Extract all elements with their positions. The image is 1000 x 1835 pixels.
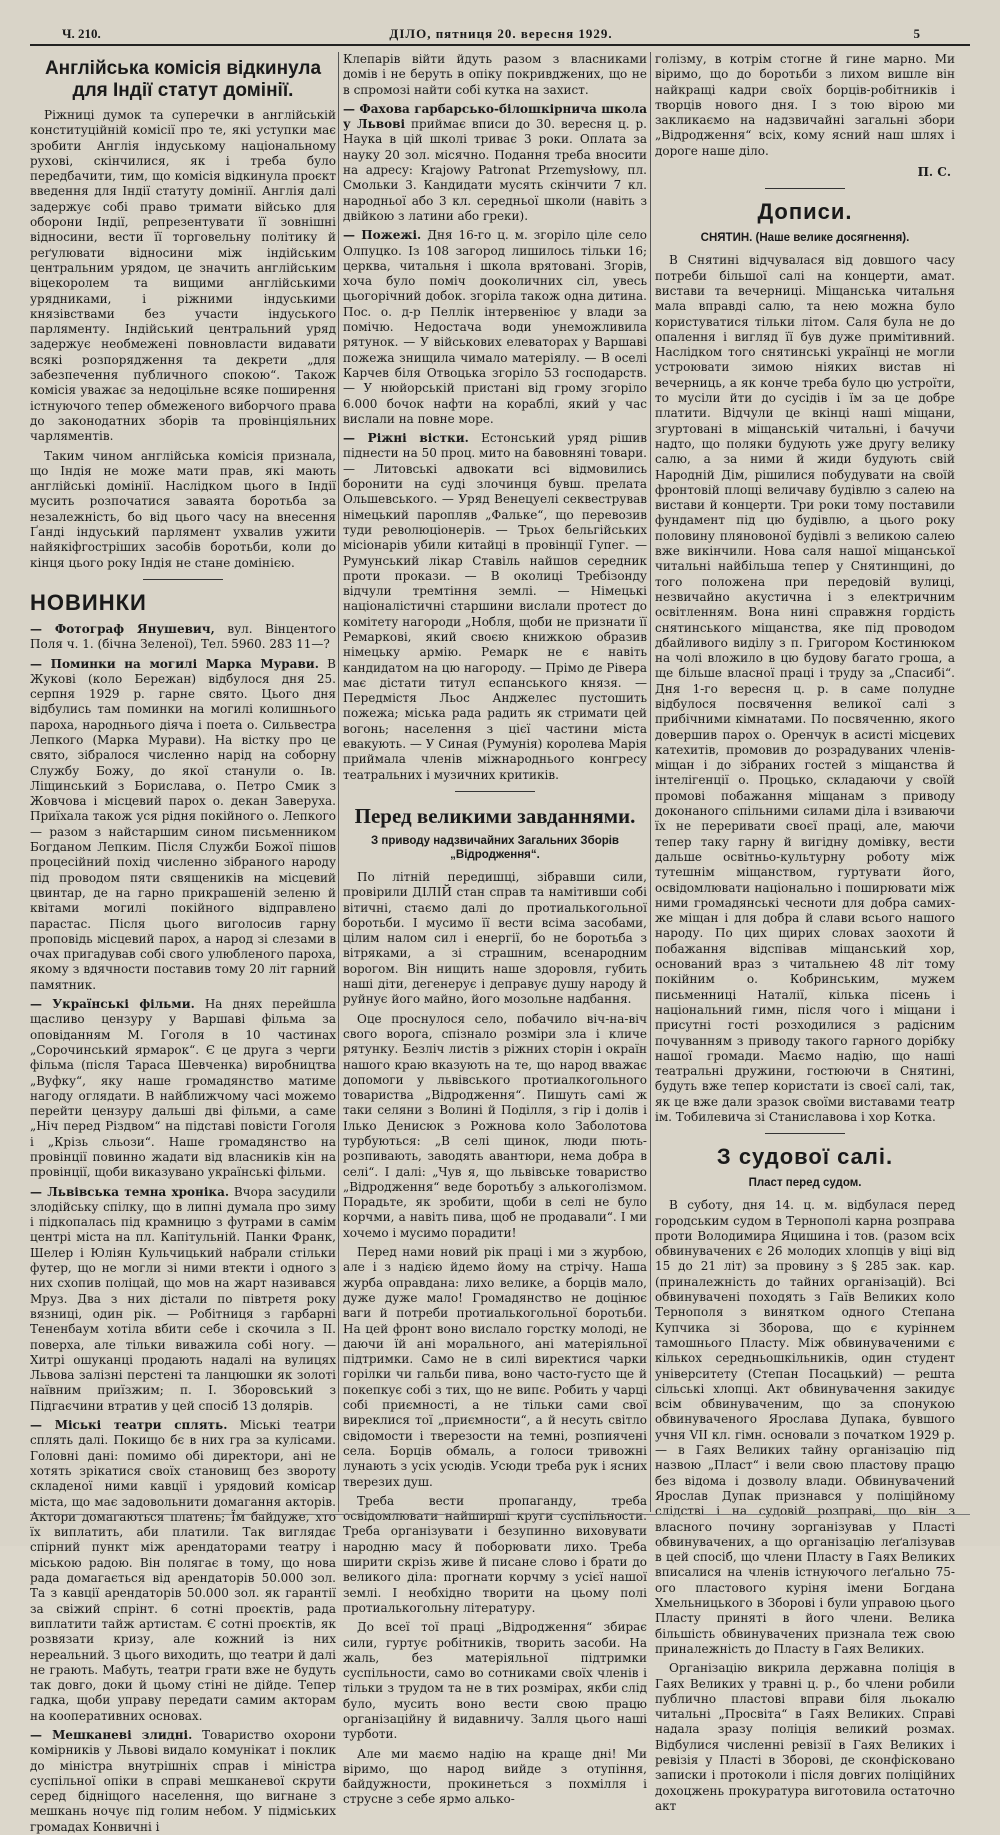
section-divider <box>143 579 223 580</box>
article-subtitle: СНЯТИН. (Наше велике досягнення). <box>700 232 910 245</box>
article-paragraph: В суботу, дня 14. ц. м. відбулася перед городським судом в Тернополі карна розправа проти Володимира Яцишина і тов. (разом всіх обвинувачених є 26 молодих хлопців у віці від 15 до 21 літ) за провину з § 285 зак. кар. (приналежність до тайних організацій). Всі обвинувачені походять з Гаїв Великих коло Тернополя з винятком одного Степана Купчика зі Зборова, що є куріннем тамошнього Пласту. Між обвинуваченими є кількох середньошкільників, один студент університету (Степан Посацький) — решта сільські хлопці. Акт обвинувачення закидує всім обвинуваченим, що за спонукою обвинуваченого Ярослава Дупака, бувшого учня VII кл. гімн. основали з початком 1929 р. — в Гаях Великих тайну організацію під назвою „Пласт“ і вели свою пластову працю без відома і дозволу влади. Обвинувачений Ярослав Дупак признався у поліційному слідстві і на судовій розправі, що він з власного почину зорганізував у Пласті обвинувачених, а що організацію леґалізував в цей спосіб, що члени Пласту в Гаях Великих вписалися на членів істнуючого леґально 75-ого пластового куріня імени Богдана Хмельницького в Зборові і були управою цього Пласту приняті в його члени. Велика більшість обвинувачених признала теж свою приналежність до Пласту в Гаях Великих. <box>655 1198 955 1656</box>
article-paragraph: Але ми маємо надію на краще дні! Ми віримо, що народ вийде з отупіння, байдужности, прокинеться з похмілля і струсне з себе ярмо алько- <box>343 1746 647 1807</box>
news-item-head: — Поминки на могилі Марка Мурави. <box>30 656 319 671</box>
news-item <box>343 431 647 783</box>
news-item <box>343 228 647 427</box>
article-title-tasks: Перед великими завданнями. <box>354 803 636 828</box>
news-item <box>30 657 336 994</box>
news-item-text: Товариство охорони комірників у Львові видало комунікат і поклик до міністра внутрішніх справ і міністра суспільної опіки в справі мешканевої скрути серед бідніщого населення, що вигнане з мешкань ночує під голим небом. У підміських громадах Конвичні і <box>30 1727 336 1834</box>
column-1 <box>30 52 336 1834</box>
section-divider <box>765 1133 845 1134</box>
news-item-head: — Мешканеві злидні. <box>30 1727 193 1742</box>
news-item <box>30 1418 336 1724</box>
section-divider <box>765 188 845 189</box>
author-signature: П. С. <box>917 165 951 180</box>
article-paragraph: Треба вести пропаганду, треба освідомлювати найширші круги суспільности. Треба організувати і безупинно виховувати народню масу й поборювати лихо. Треба ширити скрізь живе й писане слово і брати до великого діла: прогнати корчму з усієї нашої землі. І необхідно творити на цьому полі протиалькогольну літературу. <box>343 1493 647 1615</box>
news-item-head: — Українські фільми. <box>30 997 195 1012</box>
news-item-text: В Жукові (коло Бережан) відбулося дня 25. серпня 1929 р. гарне свято. Цього дня відбулись там поминки на могилі колишнього пароха, народнього діяча і поета о. Сильвестра Лепкого (Марка Мурави). На вістку про це свято, зібралося численно нарід на соборну Службу Божу, до якої станули о. Ів. Ліщинський з Борислава, о. Петро Смик з Жовчова і місцевий парох о. декан Заверуха. Приїхала також уся рідня покійного о. Лепкого — разом з найстаршим сином письменником Богданом Лепким. Після Служби Божої пішов процесійний похід численно зібраного народу під проводом пяти священиків на місцевий цвинтар, де на гарно прикрашеній зеленю й квітами могилі покійного відправлено парастас. Після цього виголосив гарну проповідь місцевий парох, а народ зі слезами в очах пригадував собі свого улюбленого пароха, якому з вдячности поставив тому 20 літ гарний памятник. <box>30 656 336 992</box>
column-2 <box>343 52 647 1807</box>
article-paragraph: Ріжниці думок та суперечки в англійській конституційній комісії про те, які уступки має зробити Англія індуському національному рухові, скінчилися, як і треба було передбачити, тим, що комісія відкинула проєкт введення для Індії статуту домінії. Англія далі задержує собі право тримати військо для оборони Індії, репрезентувати її зовнішні відносини, вести її торговельну політику й реґулювати відносини між індійським центральним урядом, це значить англійським віцекоролем та вищими англійськими урядниками, і ріжними індуськими князівствами без участи індуського парляменту. Індійський центральний уряд задержує необмежені повновласти видавати всякі розпорядження та декрети „для забезпечення публичного спокою“. Також комісія уважає за недоцільне всяке поширення істнуючого тепер обмеженого виборчого права до законодатних зборів та провінціяльних чарляментів. <box>30 108 336 444</box>
article-title-india: Англійська комісія відкинула для Індії статут домінії. <box>44 58 322 101</box>
section-divider <box>455 791 535 792</box>
news-item-head: — Львівська темна хроніка. <box>30 1184 230 1199</box>
news-item <box>30 1185 336 1414</box>
section-title-court: З судової салі. <box>716 1144 894 1170</box>
article-paragraph: Клепарів війти йдуть разом з власниками домів і не беруть в опіку покривджених, що не в спромозі найти собі кутка на захист. <box>343 52 647 97</box>
article-paragraph: Таким чином англійська комісія признала, що Індія не може мати прав, які мають англійські домінії. Наслідком цього в Індії мусить розпочатися заваята боротьба за незалежність, бо від цього часу на внесення Ґанді індуський парлямент ухвалив ужити найякіфгостріших засобів боротьби, коли до кінця цього року Індія не стане домінією. <box>30 448 336 570</box>
column-divider <box>338 52 339 1512</box>
column-divider <box>650 52 651 1512</box>
column-3 <box>655 52 955 1813</box>
news-item-text: На днях перейшла щасливо цензуру у Варшаві фільма за оповіданням М. Гоголя в 10 частинах „Сорочинський ярмарок“. Є це друга з черги фільма (після Тараса Шевченка) виробництва „Вуфку“, яку наше громадянство матиме нагоду оглядати. В найближчому часі можемо перейти цензуру дальші дві фільми, а саме „Ніч перед Різдвом“ на підставі повісти Гоголя і „Крізь сльози“. Наше громадянство на провінції повинно жадати від власників кін на провінції, щоби виказувано українські фільми. <box>30 997 336 1180</box>
news-item-text: вул. Вінцентого Поля ч. 1. (бічна Зеленої), Тел. 5960. 283 11—? <box>30 621 336 652</box>
article-paragraph: До всеї тої праці „Відродження“ збирає сили, гуртує робітників, творить засоби. На жаль, без матеріяльної підтримки суспільности, само во сотниками своїх членів і тільки з трудом та не в тих розмірах, якби слід було, мусить воно вести свою працю організаційну й видавничу. Залля цього наші турботи. <box>343 1620 647 1742</box>
section-title-correspondence: Дописи. <box>757 199 853 225</box>
news-item <box>343 102 647 224</box>
news-item-head: — Ріжні вістки. <box>343 431 469 446</box>
section-title-news: НОВИНКИ <box>30 589 147 615</box>
news-item-head: — Фотограф Янушевич, <box>30 621 215 636</box>
header-rule <box>30 44 970 46</box>
page-number: 5 <box>913 26 920 41</box>
news-item-head: — Міські театри сплять. <box>30 1418 228 1433</box>
news-item-head: — Пожежі. <box>343 228 422 243</box>
article-paragraph: Перед нами новий рік праці і ми з журбою, але і з надією йдемо йому на стрічу. Наша журба оправдана: лихо велике, а борців мало, дуже дуже мало! Громадянство не доцінює ваги й потреби протиалькогольної боротьби. На цей фронт воно вислало горстку молоді, не даючи їй ані морального, ані матеріяльної підтримки. Само не в силі виректися чарки горілки чи гальби пива, воно часто-густо ще й покепкує собі з тих, що не випє. Робить у чарці собі приємності, а не тільки сами свої виреклися тої „приємности“, а й несуть світло свідомости і тверезости на темні, розпиячені села. Борців обмаль, а голоси тривожні лунають з усіх усюдів. Усюди треба рук і ясних тверезих душ. <box>343 1245 647 1489</box>
news-item <box>30 997 336 1181</box>
news-item <box>30 1728 336 1835</box>
news-item-text: Дня 16-го ц. м. згоріло ціле село Олпуцко. Із 108 загород лишилось тільки 16; церква, читальня і школа врятовані. Згорів, хоча було поміч дооколичних сіл, увесь цьогорічний добок. згоріла також одна дитина. Пос. о. д-р Пеллік інтервеніює у влади за помічю. Недостача води унеможливила рятунок. — У військових елеваторах у Варшаві пожежа знищила чимало матеріялу. — В оселі Карчев біля Отвоцька згоріло 53 господарств. — У нюйорській пристані від грому згоріло 6.000 бочок нафти на кораблі, який у час вислали на повне море. <box>343 228 647 426</box>
news-item-head: — Фахова гарбарсько-білошкірнича школа у Львові <box>343 101 647 132</box>
news-item-text: Міські театри сплять далі. Покищо бє в них гра за кулісами. Головні дані: помимо обі директори, ані не хотять зрікатися своїх становищ без звороту складеної ними кавції і урядовий комісар міста, що має задовольнити домагання акторів. Актори домагаються платень; Їм байдуже, хто їх виплатить, аби платили. Так виглядає спірний пункт між арендаторами театру і міською радою. Він полягає в тому, що нова рада домагається від арендаторів 50.000 зол. Та з кавції арендаторів 50.000 зол. як гарантії за свіжий спрінт. 6 сотні проєктів, рада виплатити тайж артистам. Є сотні проєктів, як розвязати кризу, але кожний із них нереальний. З цього виходить, що театри й далі не грають. Мабуть, театри грати вже не будуть так довго, доки й цьому стіні не дійде. Тепер гадка, щоби управу передати самим акторам на кооперативних основах. <box>30 1418 336 1723</box>
article-subtitle: Пласт перед судом. <box>748 1177 862 1190</box>
issue-number: Ч. 210. <box>62 26 101 41</box>
article-paragraph: По літній передишці, зібравши сили, провірили ДІЛІЙ стан справ та намітивши собі вітичні, стаємо далі до протиалькогольної боротьби. І мусимо її вести всіма засобами, цілим налом сил і енергії, бо не боротьба з вітряками, а зі страшним, всенародним ворогом. Він нищить наше здоровля, губить наші діти, дегенерує і деправує душу народу й руйнує його майно, його мозольне надбання. <box>343 869 647 1007</box>
news-item-text: приймає вписи до 30. вересня ц. р. Наука в цій школі триває 3 роки. Оплата за науку 20 зол. місячно. Подання треба вносити на адресу: Krajowy Patronat Przemysłowy, пл. Смольки 3. Кандидати мусять скінчити 7 кл. народньої або 3 кл. середньої школи (навіть з двійкою з латини або греки). <box>343 117 647 223</box>
masthead: ДІЛО, пятниця 20. вересня 1929. <box>389 26 613 41</box>
article-paragraph: голізму, в котрім стогне й гине марно. Ми віримо, що до боротьби з лихом вишле він найкращі кадри своїх борців-робітників і творців нового дня. І з тою вірою ми закликаємо на надзвичайні загальні збори „Відродження“ всіх, кому ясний наш шлях і дороге наше діло. <box>655 52 955 158</box>
article-subtitle: З приводу надзвичайних Загальних Зборів „Відродження“. <box>370 834 620 861</box>
news-item-text: Естонський уряд рішив піднести на 50 проц. мито на бавовняні товари. — Литовські адвокати всі відмовились боронити на суді злочинця бувш. прелата Ольшевського. — Уряд Венецуелі секвестрував німецький паропляв „Фальке“, що перевозив туди революціонерів. — Трьох бельгійських місіонарів убили китайці в провінції Гупег. — Румунський лікар Ставіль найшов середник проти прокази. — В околиці Требізонду відчули тремтіння землі. — Німецькі націоналістичні старшини вислали протест до комітету нагороди „Нобля, щоби не признати її Ремаркові, який своєю книжкою образив німецьку армію. Ремарк не є навіть кандидатом на цю нагороду. — Прімо де Ріверa має дістати титул еспанського князя. — Передмістя Льос Анджелес пустошить пожежа; міська рада радить як стримати цей вогонь; населення з цієї частини міста евакують. — У Синая (Румунія) королева Марія приймала членів міжнароднього конгресу театральних і музичних критиків. <box>343 431 647 782</box>
page-bottom-rule <box>30 1514 970 1515</box>
news-item-text: Вчора засудили злодійську спілку, що в липні думала про зиму і підкопалась під крамницю з футрами в самім центрі міста на пл. Капітульній. Панки Франк, Шелер і Юліян Кульчицький набрали стільки футер, що не могли зі ними втекти і одного з них схопив поліцай, що мов на жарт називався Мруз. Два з них дістали по півтретя року вязниці, один рік. — Робітниця з гарбарні Тененбаум хотіла вбити себе і скочила з II. поверха, але тільки виважила собі ногу. — Хитрі ошуканці продають надалі на вулицях Львова залізні перстені та ланцюшки як золоті наївним приїзжим; п. І. Зборовський з Підгаєчини втратив у цей спосіб 13 долярів. <box>30 1184 336 1413</box>
article-paragraph: В Снятині відчувалася від довшого часу потреби більшої салі на концерти, амат. вистави та вечерниці. Міщанська читальня мала вправді салю, та нею можна було користуватися тільки літом. Саля була не до опалення і вигляд її був дуже примітивний. Наслідком того снятинські українці не могли устроювати зимою ніяких вистав ні вечерниць, а як конче треба було цю устроїти, то мусіли йти до сусідів і їм за це добре платити. Відчули це вкінці наші міщани, згуртовані в міщанській читальні, і бачучи надто, що поляки будують уже другу велику салю, а за ними й жиди будують свій Народній Дім, рішилися побудувати на своїй фронтовій площі величаву будівлю з салею на вистави й концерти. Три роки тому поставили фундамент під цю будівлю, а цього року половину пляновоної будівлі з великою салею вже викінчили. Нова саля нашої міщанської читальні найбільша тепер у Снятинщині, до того положена при передовій вулиці, незвичайно акустична і з електричним освітленням. Вона нині справжня гордість снятинського міщанства, яке під проводом дбайливого виділу з п. Григором Костинюком на чолі вложило в цю будову багато гроша, а ще більше власної праці і труду за „Спасибі“. Дня 1-го вересня ц. р. в саме полудне відбулося посвячення великої салі з прибічними кімнатами. По посвяченню, якого довершив парох о. Оренчук в асисті місцевих катехитів, промовив до розрадуваних членів-міщан і до зібраних гостей з міщанства й інтелігенції о. Процько, складаючи у своїй промові побажання міщанам з приводу доконаного спільними силами діла і взиваючи їх не переривати своєї праці, але, маючи тепер таку гарну й вигідну домівку, вести дальше освітньо-культурну роботу між тутешнім міщанством, гуртувати його, освідомлювати національно і поширювати між ними громадянські чесноти для добра самих-же міщан і для добра й слави всього нашого народу. По цих щирих словах заохоти й побажання відспівав міщанський хор, оснований враз з читальнею 48 літ тому покійним о. Кобринським, мужем письменниці Наталії, кілька пісень і національний гимн, після чого і міщани і присутні гості розходилися з радісним почуванням з приводу такого гарного дорібку нашої громади. Маємо надію, що наші театральні дружини, гостюючи в Снятині, будуть вже тепер користати із своєї салі, так, як це вже дали зразок своїми виставами театр ім. Тобилевича зі Станиславова і хор Котка. <box>655 253 955 1124</box>
news-item <box>30 622 336 653</box>
article-paragraph: Організацію викрила державна поліція в Гаях Великих у травні ц. р., бо члени робили публично пластові вправи біля льокалю читальні „Просвіта“ в Гаях Великих. Справі надала зразу поліція великий розмах. Відбулися численні ревізії в Гаях Великих і ревізія у Пласті в Зборові, де сконфісковано записки і протоколи і після довгих поліційних дохоцжень прокуратура виготовила остаточно акт <box>655 1661 955 1813</box>
page-header <box>32 22 970 44</box>
article-paragraph: Оце проснулося село, побачило віч-на-віч свого ворога, спізнало розміри зла і кличе рятунку. Безліч листів з ріжних сторін і окраїн нашого краю вказують на те, що народ вважає допомоги у львівського протиалкогольного товариства „Відродження“. Пишуть самі ж таки селяни з Волині й Поділля, з гір і долів і Ілько Денисюк з Рожнова коло Заболотова турбуються: „В селі щинок, люди пють-розпивають, заводять авантюри, нема добра в селі“. І далі: „Чув я, що львівське товариство „Відродження“ веде боротьбу з алькоголізмом. Порадьте, як зробити, щоби в селі не було корчми, а навіть пива, щоб не продавали“. І ми хочемо і мусимо порадити! <box>343 1011 647 1240</box>
